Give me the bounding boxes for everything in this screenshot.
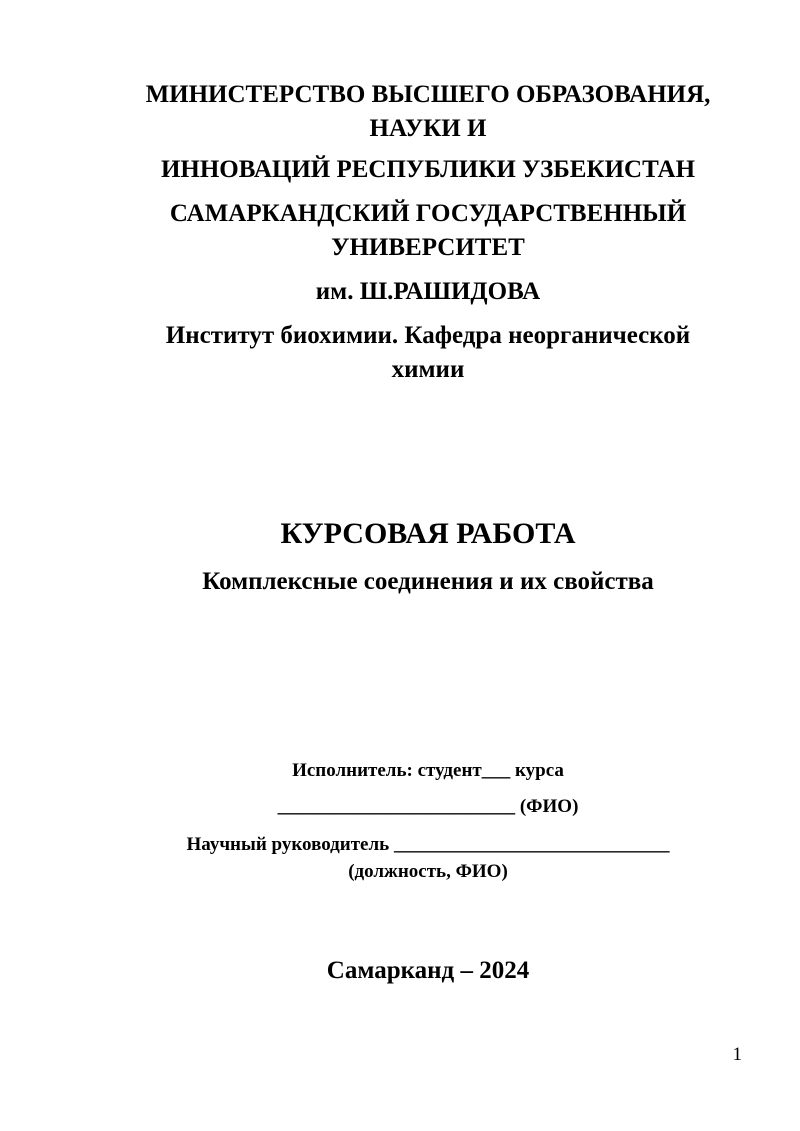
institute-line-1: Институт биохимии. Кафедра неорганической: [165, 322, 691, 349]
performer-name-line: _________________________ (ФИО): [277, 796, 579, 817]
ministry-line-3: ИННОВАЦИЙ РЕСПУБЛИКИ УЗБЕКИСТАН: [160, 156, 696, 183]
university-line-2: УНИВЕРСИТЕТ: [331, 234, 525, 261]
institute-line-2: химии: [391, 356, 465, 383]
work-topic: Комплексные соединения и их свойства: [202, 568, 654, 595]
supervisor-line: Научный руководитель _____________________________: [186, 834, 670, 855]
university-line-1: САМАРКАНДСКИЙ ГОСУДАРСТВЕННЫЙ: [169, 200, 687, 227]
ministry-line-2: НАУКИ И: [369, 115, 487, 142]
university-line-3: им. Ш.РАШИДОВА: [315, 278, 541, 305]
ministry-line-1: МИНИСТЕРСТВО ВЫСШЕГО ОБРАЗОВАНИЯ,: [145, 81, 711, 108]
supervisor-note: (должность, ФИО): [348, 861, 508, 882]
performer-line: Исполнитель: студент___ курса: [292, 760, 564, 781]
work-type-title: КУРСОВАЯ РАБОТА: [280, 517, 576, 550]
city-year: Самарканд – 2024: [326, 957, 530, 984]
page-number: 1: [732, 1044, 742, 1065]
